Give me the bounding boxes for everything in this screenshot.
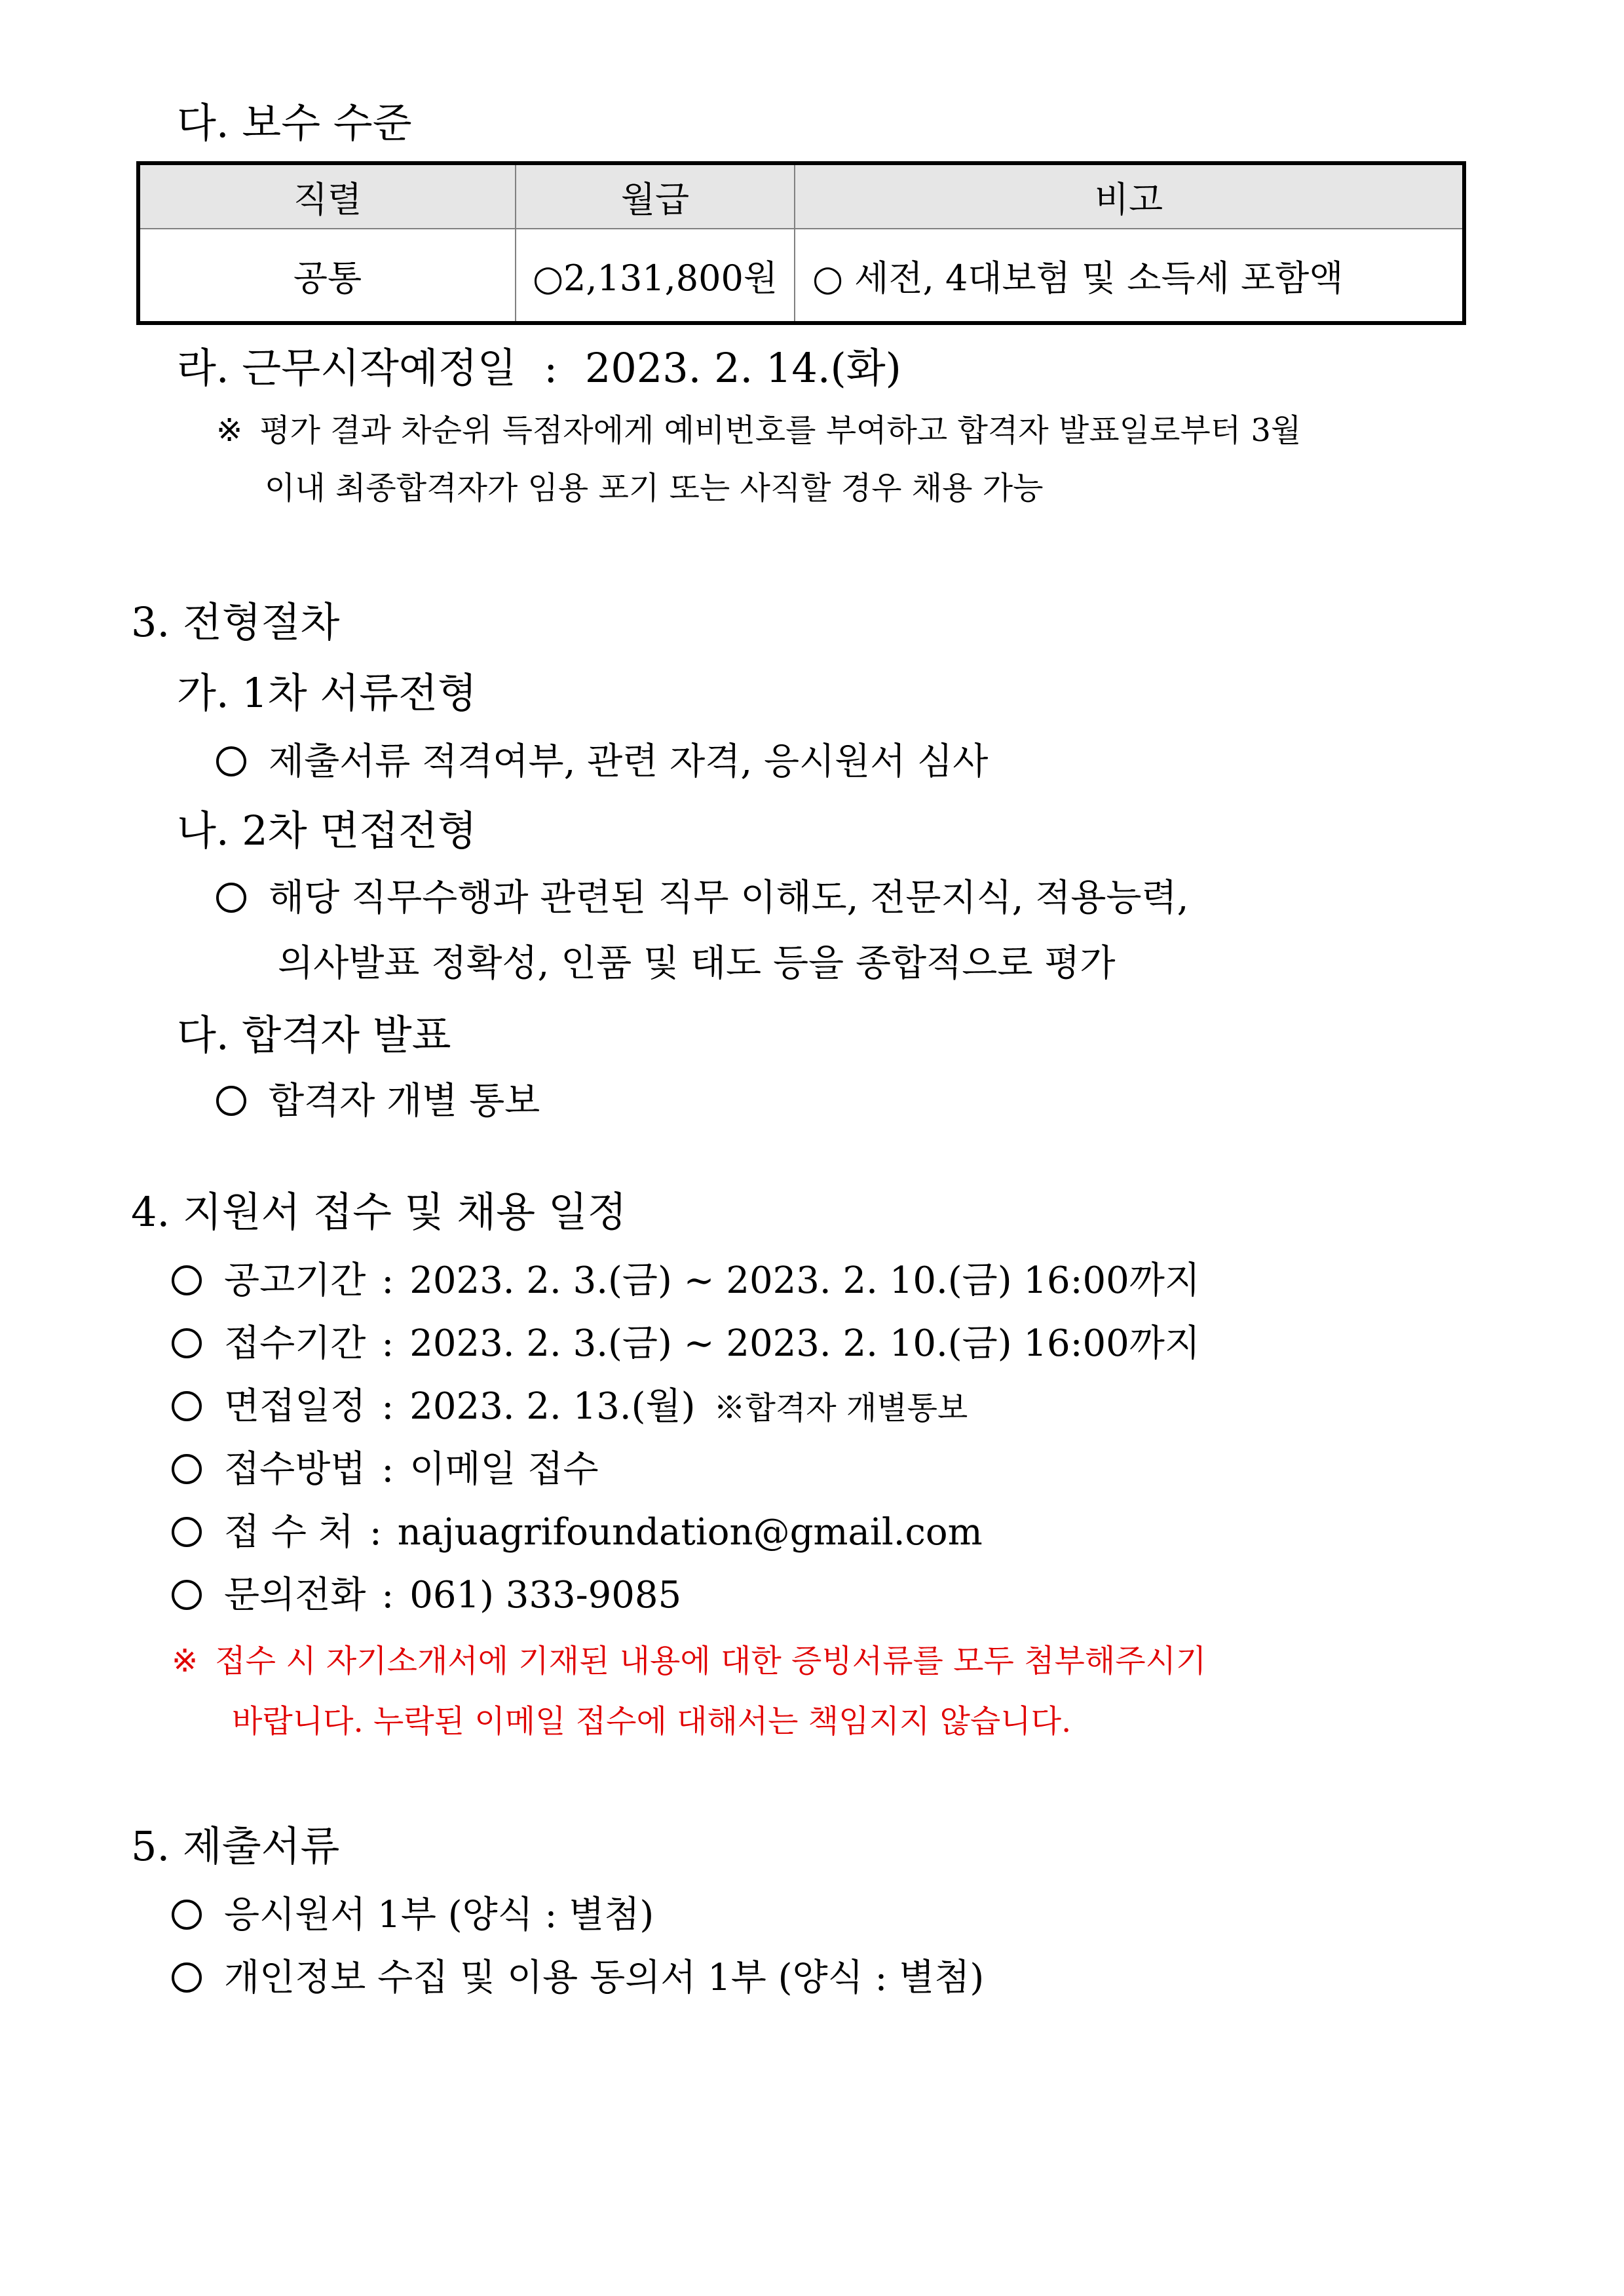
pay-table-header-cell: 월급: [516, 163, 795, 229]
schedule-item: [172, 1377, 968, 1430]
schedule-value: 2023. 2. 13.(월): [409, 1385, 696, 1428]
separator: :: [381, 1385, 394, 1428]
pay-table-header-cell: 직렬: [138, 163, 516, 229]
document-item: [172, 1949, 984, 2001]
pay-table-header-row: [138, 163, 1464, 229]
warning-line1: [172, 1636, 1206, 1681]
schedule-label: 접수방법: [224, 1448, 366, 1491]
procedure-heading: 3. 전형절차: [131, 598, 340, 646]
contact-email: najuagrifoundation@gmail.com: [397, 1511, 983, 1554]
procedure-b-heading: 나. 2차 면접전형: [177, 807, 477, 854]
procedure-c-item: [216, 1072, 540, 1124]
procedure-c-text: 합격자 개별 통보: [269, 1080, 540, 1122]
circle-bullet-icon: [172, 1391, 202, 1421]
procedure-b-item: [216, 869, 1188, 921]
reference-mark: ※: [216, 412, 243, 449]
schedule-label: 면접일정: [224, 1385, 366, 1428]
pay-heading: 다. 보수 수준: [177, 99, 412, 147]
schedule-item: [172, 1314, 1200, 1367]
separator: :: [381, 1322, 394, 1365]
procedure-c-heading: 다. 합격자 발표: [177, 1011, 451, 1059]
pay-table: [136, 161, 1466, 325]
separator: :: [381, 1574, 394, 1617]
circle-bullet-icon: [172, 1580, 202, 1610]
schedule-label: 공고기간: [224, 1259, 366, 1302]
schedule-value: 2023. 2. 3.(금) ∼ 2023. 2. 10.(금) 16:00까지: [409, 1259, 1200, 1302]
separator: :: [544, 344, 558, 392]
schedule-value: 이메일 접수: [409, 1448, 599, 1491]
schedule-value: 2023. 2. 3.(금) ∼ 2023. 2. 10.(금) 16:00까지: [409, 1322, 1200, 1365]
pay-table-cell: ○ 세전, 4대보험 및 소득세 포함액: [795, 229, 1464, 323]
schedule-item: [172, 1252, 1200, 1304]
circle-bullet-icon: [172, 1328, 202, 1358]
start-date-value: 2023. 2. 14.(화): [584, 344, 901, 392]
separator: :: [381, 1259, 394, 1302]
start-note-text: 평가 결과 차순위 득점자에게 예비번호를 부여하고 합격자 발표일로부터 3월: [259, 412, 1302, 449]
schedule-item: [172, 1503, 983, 1556]
start-note-line2: 이내 최종합격자가 임용 포기 또는 사직할 경우 채용 가능: [265, 470, 1044, 507]
schedule-label: 접수기간: [224, 1322, 366, 1365]
separator: :: [369, 1511, 382, 1554]
circle-bullet-icon: [172, 1265, 202, 1295]
circle-bullet-icon: [172, 1900, 202, 1930]
circle-bullet-icon: [172, 1517, 202, 1547]
procedure-b-item-line2: 의사발표 정확성, 인품 및 태도 등을 종합적으로 평가: [278, 942, 1116, 985]
documents-heading: 5. 제출서류: [131, 1822, 340, 1870]
reference-mark: ※: [172, 1643, 198, 1679]
start-date-heading: 라. 근무시작예정일: [177, 344, 517, 392]
document-item: [172, 1886, 654, 1938]
procedure-a-text: 제출서류 적격여부, 관련 자격, 응시원서 심사: [269, 740, 989, 783]
schedule-label: 접 수 처: [224, 1511, 354, 1554]
contact-phone: 061) 333-9085: [409, 1574, 682, 1617]
circle-bullet-icon: [216, 1086, 246, 1116]
document-text: 개인정보 수집 및 이용 동의서 1부 (양식 : 별첨): [224, 1957, 985, 1999]
document-text: 응시원서 1부 (양식 : 별첨): [224, 1894, 654, 1936]
procedure-b-text: 해당 직무수행과 관련된 직무 이해도, 전문지식, 적용능력,: [269, 877, 1189, 919]
pay-table-cell: 공통: [138, 229, 516, 323]
schedule-heading: 4. 지원서 접수 및 채용 일정: [131, 1188, 627, 1236]
table-row: [138, 229, 1464, 323]
circle-bullet-icon: [216, 883, 246, 913]
start-note-line1: [216, 405, 1301, 450]
circle-bullet-icon: [216, 746, 246, 776]
schedule-item: [172, 1440, 599, 1493]
separator: :: [381, 1448, 394, 1491]
warning-line2: 바랍니다. 누락된 이메일 접수에 대해서는 책임지지 않습니다.: [232, 1703, 1072, 1740]
schedule-extra-note: ※합격자 개별통보: [713, 1390, 968, 1426]
circle-bullet-icon: [172, 1454, 202, 1484]
pay-table-header-cell: 비고: [795, 163, 1464, 229]
procedure-a-heading: 가. 1차 서류전형: [177, 669, 477, 717]
schedule-item: [172, 1566, 681, 1618]
start-date-line: [177, 335, 901, 394]
warning-text: 접수 시 자기소개서에 기재된 내용에 대한 증빙서류를 모두 첨부해주시기: [215, 1643, 1207, 1679]
schedule-label: 문의전화: [224, 1574, 366, 1617]
circle-bullet-icon: [172, 1962, 202, 1993]
procedure-a-item: [216, 733, 988, 785]
pay-table-cell: ○2,131,800원: [516, 229, 795, 323]
